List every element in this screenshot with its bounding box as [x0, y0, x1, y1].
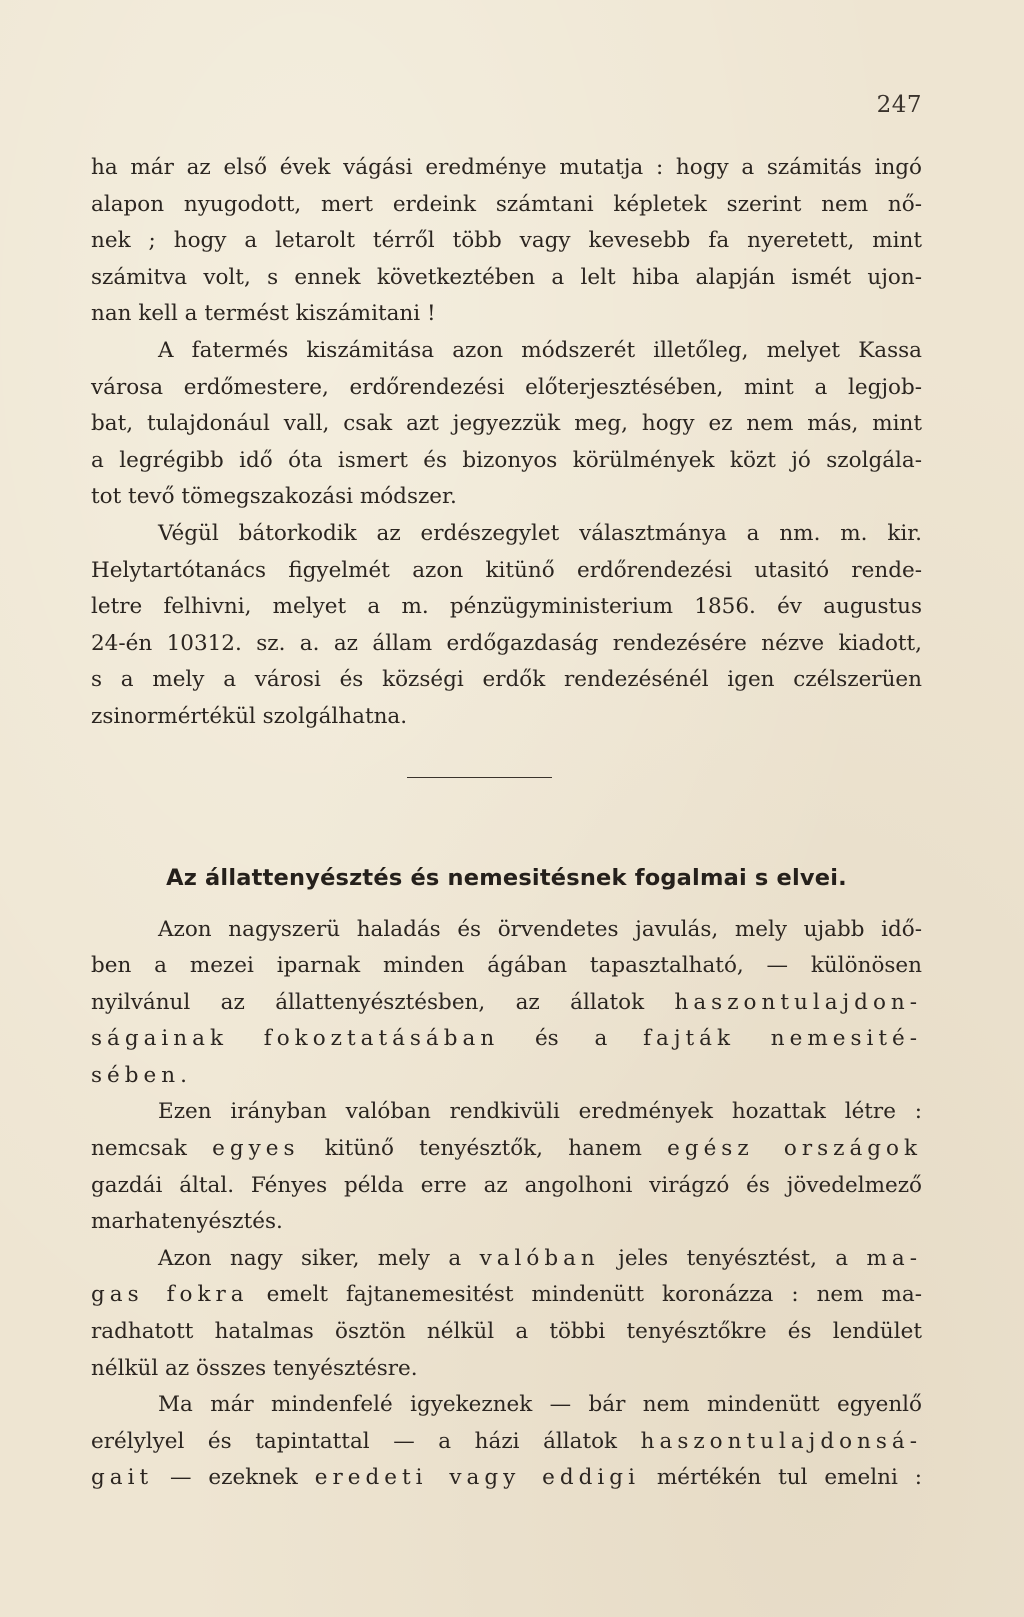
- text-line: [91, 1131, 922, 1168]
- emphasis-spaced: ma-: [866, 1245, 922, 1271]
- emphasis-spaced: eredeti vagy eddigi: [314, 1465, 640, 1491]
- section-divider: [91, 736, 922, 820]
- text-line: ha már az első évek vágási eredménye mutatja : hogy a számitás ingó: [91, 155, 922, 180]
- divider-rule: [407, 777, 552, 778]
- text-line: A fatermés kiszámitása azon módszerét illetőleg, melyet Kassa: [158, 337, 922, 363]
- text-line: városa erdőmestere, erdőrendezési előterjesztésében, mint a legjob-: [91, 374, 922, 400]
- text-line: a legrégibb idő óta ismert és bizonyos körülmények közt jó szolgála-: [91, 447, 922, 473]
- text-line: zsinormértékül szolgálhatna.: [91, 703, 408, 729]
- text-line: [91, 985, 922, 1022]
- text-line: [91, 1460, 922, 1497]
- text-line: bat, tulajdonául vall, csak azt jegyezzük meg, hogy ez nem más, mint: [91, 411, 922, 437]
- text-line: letre felhivni, melyet a m. pénzügyministerium 1856. év augustus: [91, 594, 922, 620]
- emphasis-spaced: ságainak: [91, 1026, 229, 1052]
- text-line: Helytartótanács figyelmét azon kitünő erdőrendezési utasitó rende-: [91, 557, 922, 583]
- text-run: erélylyel és tapintattal — a házi állatok: [91, 1428, 641, 1454]
- emphasis-spaced: sében.: [91, 1062, 192, 1088]
- text-run: jeles tenyésztést, a: [599, 1245, 867, 1271]
- text-line: nan kell a termést kiszámitani !: [91, 301, 436, 327]
- text-line: 24-én 10312. sz. a. az állam erdőgazdaság rendezésére nézve kiadott,: [91, 630, 922, 656]
- emphasis-spaced: nemesité-: [770, 1026, 923, 1052]
- text-line: számitva volt, s ennek következtében a lelt hiba alapján ismét ujon-: [91, 264, 922, 290]
- text-line: [91, 1021, 922, 1058]
- text-line: radhatott hatalmas ösztön nélkül a többi tenyésztőkre és lendület: [91, 1319, 922, 1345]
- emphasis-spaced: fokoztatásában: [263, 1026, 500, 1052]
- text-line: marhatenyésztés.: [91, 1209, 283, 1235]
- text-run: a: [594, 1026, 608, 1052]
- text-line: nek ; hogy a letarolt térről több vagy kevesebb fa nyeretett, mint: [91, 228, 922, 254]
- text-run: emelt fajtanemesitést mindenütt koronázza : nem ma-: [248, 1282, 922, 1308]
- text-run: és: [534, 1026, 559, 1052]
- text-line: Végül bátorkodik az erdészegylet választmánya a nm. m. kir.: [158, 520, 922, 546]
- text-line: [91, 1424, 922, 1461]
- text-line: s a mely a városi és községi erdők rendezésénél igen czélszerüen: [91, 667, 922, 693]
- emphasis-spaced: fajták: [643, 1026, 736, 1052]
- emphasis-spaced: valóban: [479, 1245, 600, 1271]
- text-line: [91, 1241, 922, 1278]
- paragraph-5: [91, 1094, 922, 1240]
- paragraph-3: [91, 516, 922, 736]
- text-run: — ezeknek: [153, 1465, 315, 1491]
- heading-spacer: [91, 902, 922, 912]
- paragraph-1: [91, 150, 922, 333]
- body-text: [91, 150, 922, 1497]
- text-line: Azon nagyszerü haladás és örvendetes javulás, mely ujabb idő-: [158, 916, 922, 942]
- text-run: nemcsak: [91, 1136, 213, 1162]
- text-run: mértékén tul emelni :: [639, 1465, 922, 1491]
- text-line: [91, 1277, 922, 1314]
- text-line: [91, 1058, 922, 1095]
- text-line: nélkül az összes tenyésztésre.: [91, 1355, 418, 1381]
- emphasis-spaced: egész országok: [667, 1136, 923, 1162]
- paragraph-4: [91, 912, 922, 1095]
- text-run: kitünő tenyésztők, hanem: [299, 1136, 668, 1162]
- paragraph-7: [91, 1387, 922, 1497]
- text-line: Ezen irányban valóban rendkivüli eredmények hozattak létre :: [158, 1099, 922, 1125]
- page-number: 247: [876, 92, 922, 118]
- section-heading: Az állattenyésztés és nemesitésnek fogalmai s elvei.: [166, 864, 847, 891]
- text-line: ben a mezei iparnak minden ágában tapasztalható, — különösen: [91, 953, 922, 979]
- text-run: nyilvánul az állattenyésztésben, az állatok: [91, 989, 675, 1015]
- emphasis-spaced: gas fokra: [91, 1282, 249, 1308]
- text-line: alapon nyugodott, mert erdeink számtani képletek szerint nem nő-: [91, 191, 922, 217]
- text-line: Ma már mindenfelé igyekeznek — bár nem mindenütt egyenlő: [158, 1392, 922, 1418]
- text-line: gazdái által. Fényes példa erre az angolhoni virágzó és jövedelmező: [91, 1172, 922, 1198]
- emphasis-spaced: haszontulajdonsá-: [640, 1428, 922, 1454]
- emphasis-spaced: egyes: [212, 1136, 300, 1162]
- paragraph-6: [91, 1241, 922, 1387]
- text-run: Azon nagy siker, mely a: [158, 1245, 480, 1271]
- emphasis-spaced: gait: [91, 1465, 154, 1491]
- paragraph-2: [91, 333, 922, 516]
- emphasis-spaced: haszontulajdon-: [674, 989, 922, 1015]
- text-line: tot tevő tömegszakozási módszer.: [91, 484, 457, 510]
